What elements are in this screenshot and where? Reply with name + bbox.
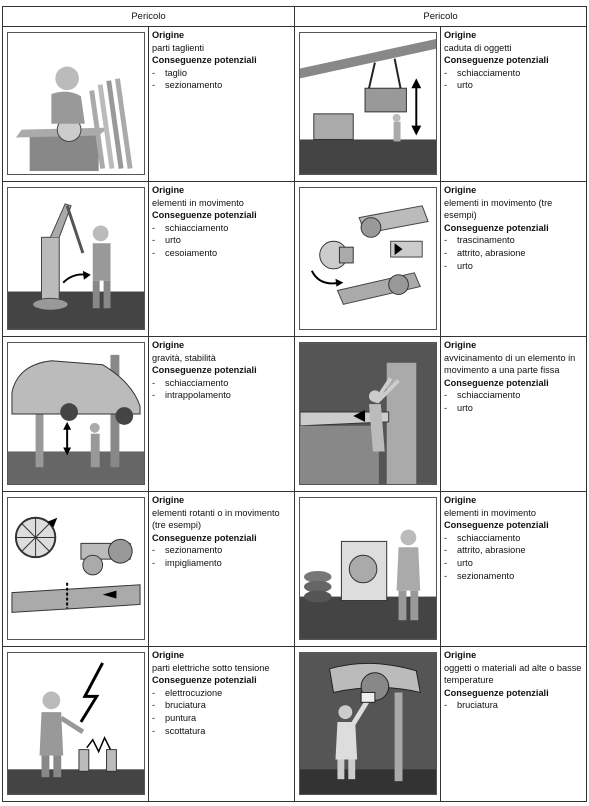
- consequences-label: Conseguenze potenziali: [444, 55, 549, 66]
- hazard-text-cell: [149, 492, 295, 647]
- list-item: - sezionamento: [152, 79, 290, 92]
- illustration-cell: [3, 182, 149, 337]
- origin-value: caduta di oggetti: [444, 42, 512, 53]
- consequences-list: [444, 389, 582, 414]
- list-item: - attrito, abrasione: [444, 247, 582, 260]
- list-item: - elettrocuzione: [152, 687, 290, 700]
- origin-label: Origine: [444, 30, 477, 40]
- list-item: - trascinamento: [444, 234, 582, 247]
- consequences-list: [152, 687, 290, 737]
- origin-label: Origine: [152, 185, 185, 195]
- origin-value: elementi in movimento (tre esempi): [444, 197, 553, 221]
- rollers-icon: [299, 187, 437, 330]
- list-item: - bruciatura: [444, 699, 582, 712]
- list-item: - schiacciamento: [444, 389, 582, 402]
- consequences-label: Conseguenze potenziali: [152, 532, 257, 543]
- rotating-parts-icon: [7, 497, 145, 640]
- origin-label: Origine: [152, 340, 185, 350]
- list-item: - schiacciamento: [152, 222, 290, 235]
- illustration-cell: [295, 337, 441, 492]
- illustration-cell: [3, 492, 149, 647]
- origin-value: elementi rotanti o in movimento (tre esempi): [152, 507, 280, 531]
- origin-label: Origine: [444, 185, 477, 195]
- list-item: - impigliamento: [152, 557, 290, 570]
- consequences-list: [152, 67, 290, 92]
- consequences-label: Conseguenze potenziali: [444, 377, 549, 388]
- consequences-label: Conseguenze potenziali: [444, 687, 549, 698]
- hazard-text-cell: [149, 647, 295, 802]
- origin-label: Origine: [152, 650, 185, 660]
- consequences-list: [152, 222, 290, 260]
- saw-icon: [7, 32, 145, 175]
- list-item: - urto: [444, 402, 582, 415]
- hot-surface-icon: [299, 652, 437, 795]
- consequences-label: Conseguenze potenziali: [152, 210, 257, 221]
- moving-arm-icon: [7, 187, 145, 330]
- illustration-cell: [295, 647, 441, 802]
- list-item: - intrappolamento: [152, 389, 290, 402]
- list-item: - cesoiamento: [152, 247, 290, 260]
- origin-value: gravità, stabilità: [152, 352, 216, 363]
- consequences-label: Conseguenze potenziali: [152, 675, 257, 686]
- table-row: [3, 27, 587, 182]
- consequences-label: Conseguenze potenziali: [152, 55, 257, 66]
- consequences-list: [444, 67, 582, 92]
- list-item: - urto: [444, 79, 582, 92]
- list-item: - schiacciamento: [444, 532, 582, 545]
- table-row: [3, 337, 587, 492]
- pinch-wall-icon: [299, 342, 437, 485]
- header-row: [3, 7, 587, 27]
- list-item: - taglio: [152, 67, 290, 80]
- hazard-text-cell: [441, 647, 587, 802]
- consequences-list: [444, 234, 582, 272]
- illustration-cell: [295, 492, 441, 647]
- table-row: [3, 647, 587, 802]
- falling-load-icon: [299, 32, 437, 175]
- list-item: - bruciatura: [152, 699, 290, 712]
- consequences-label: Conseguenze potenziali: [444, 520, 549, 531]
- header-left: Pericolo: [3, 7, 295, 27]
- origin-value: parti taglienti: [152, 42, 205, 53]
- origin-label: Origine: [152, 30, 185, 40]
- table-row: [3, 182, 587, 337]
- hazard-text-cell: [149, 182, 295, 337]
- origin-label: Origine: [444, 495, 477, 505]
- hazard-text-cell: [149, 337, 295, 492]
- table-row: [3, 492, 587, 647]
- list-item: - attrito, abrasione: [444, 544, 582, 557]
- illustration-cell: [295, 182, 441, 337]
- hazard-text-cell: [441, 337, 587, 492]
- list-item: - puntura: [152, 712, 290, 725]
- origin-value: parti elettriche sotto tensione: [152, 662, 270, 673]
- list-item: - schiacciamento: [444, 67, 582, 80]
- consequences-list: [444, 699, 582, 712]
- consequences-list: [444, 532, 582, 582]
- consequences-label: Conseguenze potenziali: [152, 365, 257, 376]
- origin-value: elementi in movimento: [444, 507, 536, 518]
- car-lift-icon: [7, 342, 145, 485]
- list-item: - schiacciamento: [152, 377, 290, 390]
- origin-label: Origine: [444, 340, 477, 350]
- origin-value: oggetti o materiali ad alte o basse temperature: [444, 662, 582, 686]
- electric-shock-icon: [7, 652, 145, 795]
- hazard-text-cell: [441, 492, 587, 647]
- list-item: - urto: [444, 260, 582, 273]
- illustration-cell: [3, 337, 149, 492]
- list-item: - scottatura: [152, 725, 290, 738]
- list-item: - urto: [152, 234, 290, 247]
- list-item: - sezionamento: [152, 544, 290, 557]
- consequences-label: Conseguenze potenziali: [444, 222, 549, 233]
- list-item: - urto: [444, 557, 582, 570]
- origin-label: Origine: [444, 650, 477, 660]
- illustration-cell: [295, 27, 441, 182]
- illustration-cell: [3, 647, 149, 802]
- hazard-table: [2, 6, 587, 802]
- machine-rolls-icon: [299, 497, 437, 640]
- origin-value: elementi in movimento: [152, 197, 244, 208]
- consequences-list: [152, 377, 290, 402]
- origin-label: Origine: [152, 495, 185, 505]
- illustration-cell: [3, 27, 149, 182]
- hazard-text-cell: [149, 27, 295, 182]
- origin-value: avvicinamento di un elemento in movimento a una parte fissa: [444, 352, 576, 376]
- hazard-text-cell: [441, 27, 587, 182]
- list-item: - sezionamento: [444, 570, 582, 583]
- header-right: Pericolo: [295, 7, 587, 27]
- hazard-text-cell: [441, 182, 587, 337]
- consequences-list: [152, 544, 290, 569]
